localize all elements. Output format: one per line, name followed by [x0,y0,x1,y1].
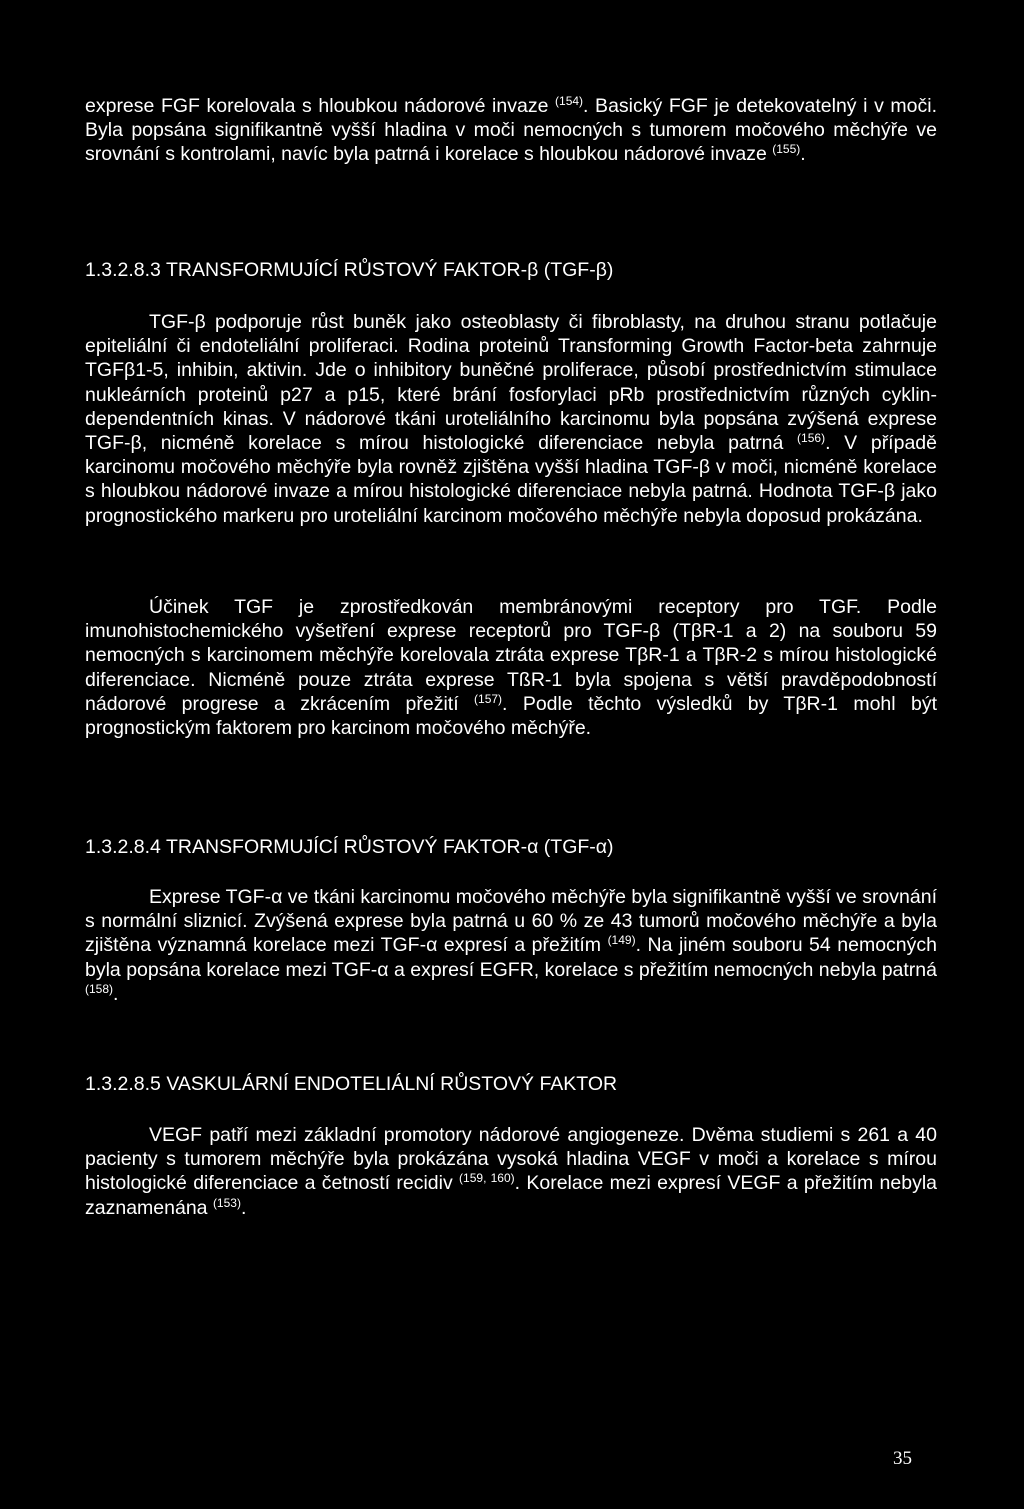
paragraph-text: . Podle těchto výsledků by TβR-1 mohl být prognostickým faktorem pro karcinom močového měchýře. [85,692,937,740]
paragraph-text: . Na jiném souboru 54 nemocných byla popsána korelace mezi TGF-α a expresí EGFR, korelace s přežitím nemocných nebyla patrná [85,934,937,981]
page-number: 35 [893,1448,912,1469]
paragraph-text: TGF-β podporuje růst buněk jako osteoblasty či fibroblasty, na druhou stranu potlačuje epiteliální či endoteliální proliferaci. Rodina proteinů Transforming Growth Factor-beta zahrnuje TGFβ1-5, inhibin, aktivin. Jde o inhibitory buněčné proliferace, působí prostřednictvím stimulace nukleárních proteinů p27 a p15, které brání fosforylaci pRb prostřednictvím různých cyklin-dependentních kinas. V nádorové tkáni uroteliálního karcinomu byla popsána zvýšená exprese TGF-β, nicméně korelace s mírou histologické diferenciace nebyla patrná [85,311,937,455]
citation-ref: (156) [797,431,826,446]
citation-ref: (157) [474,691,503,706]
paragraph-text: Účinek TGF je zprostředkován membránovými receptory pro TGF. Podle imunohistochemického vyšetření exprese receptorů pro TGF-β (TβR-1 a 2) na souboru 59 nemocných s karcinomem měchýře korelovala ztráta exprese TβR-1 a TβR-2 s mírou histologické diferenciace. Nicméně pouze ztráta exprese TßR-1 byla spojena s větší pravděpodobností nádorové progrese a zkrácením přežití [85,596,937,715]
section-heading-tgf-beta: 1.3.2.8.3 TRANSFORMUJÍCÍ RŮSTOVÝ FAKTOR-β (TGF-β) [85,259,614,281]
paragraph-text: Exprese TGF-α ve tkáni karcinomu močového měchýře byla signifikantně vyšší ve srovnání s normální sliznicí. Zvýšená exprese byla patrná u 60 % ze 43 tumorů močového měchýře a byla zjištěna významná korelace mezi TGF-α expresí a přežitím [85,886,937,957]
citation-ref: (158) [85,981,114,996]
paragraph-text: exprese FGF korelovala s hloubkou nádorové invaze [85,95,549,117]
section-heading-tgf-alpha: 1.3.2.8.4 TRANSFORMUJÍCÍ RŮSTOVÝ FAKTOR-α (TGF-α) [85,836,614,858]
paragraph-text: . Basický FGF je detekovatelný i v moči. Byla popsána signifikantně vyšší hladina v moči nemocných s tumorem močového měchýře ve srovnání s kontrolami, navíc byla patrná i korelace s hloubkou nádorové invaze [85,95,938,166]
paragraph-text: . [800,143,806,166]
paragraph-text: . [240,1196,247,1219]
paragraph-text: . V případě karcinomu močového měchýře byla rovněž zjištěna vyšší hladina TGF-β v moči, nicméně korelace s hloubkou nádorové invaze a mírou histologické diferenciace nebyla patrná. Hodnota TGF-β jako prognostického markeru pro uroteliální karcinom močového měchýře nebyla doposud prokázána. [85,432,937,527]
section-heading-vegf: 1.3.2.8.5 VASKULÁRNÍ ENDOTELIÁLNÍ RŮSTOVÝ FAKTOR [85,1073,618,1095]
paragraph-text: VEGF patří mezi základní promotory nádorové angiogeneze. Dvěma studiemi s 261 a 40 pacienty s tumorem měchýře byla prokázána vysoká hladina VEGF v moči a korelace s mírou histologické diferenciace a četností recidiv [85,1124,937,1195]
paragraph-text: . [113,982,119,1005]
paragraph-text: . Korelace mezi expresí VEGF a přežitím nebyla zaznamenána [85,1172,938,1219]
paragraph-tgf-alpha [85,885,937,1006]
citation-ref: (154) [555,94,584,108]
paragraph-tgf-beta [85,310,937,528]
paragraph-tgf-receptors [85,595,937,740]
citation-ref: (159, 160) [459,1171,515,1186]
citation-ref: (155) [772,142,801,157]
paragraph-vegf [85,1123,937,1220]
paragraph-fgf-continuation [85,94,937,167]
citation-ref: (149) [607,933,636,948]
citation-ref: (153) [212,1195,241,1210]
